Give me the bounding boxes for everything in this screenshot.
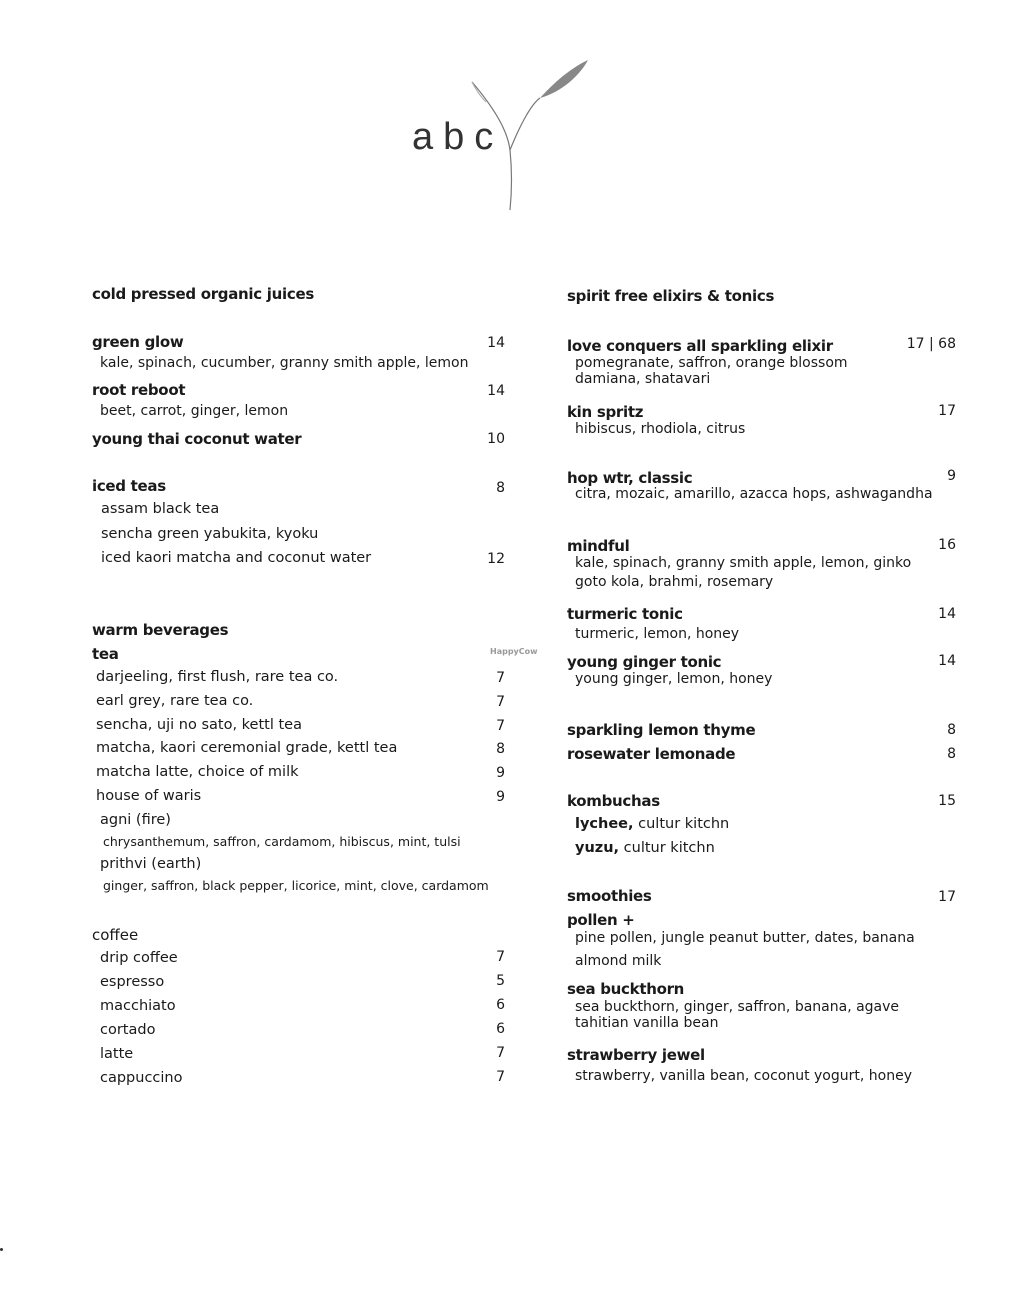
menu-item-price: 7 — [496, 694, 505, 710]
menu-item-desc: tahitian vanilla bean — [575, 1015, 719, 1031]
menu-item-name: strawberry jewel — [567, 1046, 705, 1064]
kombuchas-heading: kombuchas — [567, 792, 660, 810]
menu-item-name: sencha green yabukita, kyoku — [101, 526, 319, 542]
menu-item-desc: beet, carrot, ginger, lemon — [100, 403, 289, 419]
menu-item-desc: kale, spinach, cucumber, granny smith apple, lemon — [100, 355, 469, 371]
menu-item-price: 14 — [938, 606, 956, 622]
menu-item-price: 8 — [496, 741, 505, 757]
menu-item-name: matcha, kaori ceremonial grade, kettl tea — [96, 740, 398, 756]
menu-item-name: matcha latte, choice of milk — [96, 764, 299, 780]
smoothies-price: 17 — [938, 889, 956, 905]
menu-item-name: sencha, uji no sato, kettl tea — [96, 717, 302, 733]
menu-item-desc: pine pollen, jungle peanut butter, dates, banana — [575, 930, 915, 946]
menu-item-price: 14 — [487, 383, 505, 399]
blend-name: prithvi (earth) — [100, 856, 202, 872]
menu-item-price: 5 — [496, 973, 505, 989]
menu-item-desc: citra, mozaic, amarillo, azacca hops, ashwagandha — [575, 486, 933, 502]
menu-item-name: iced kaori matcha and coconut water — [101, 550, 372, 566]
menu-item-desc: kale, spinach, granny smith apple, lemon, ginko — [575, 555, 912, 571]
menu-item-price: 8 — [947, 746, 956, 762]
menu-item-name: espresso — [100, 974, 165, 990]
menu-item-name: turmeric tonic — [567, 605, 683, 623]
menu-item-name: macchiato — [100, 998, 176, 1014]
menu-item-name: earl grey, rare tea co. — [96, 693, 254, 709]
menu-item-price: 17 — [938, 403, 956, 419]
kombucha-item — [575, 816, 729, 832]
kombucha-maker: cultur kitchn — [619, 840, 715, 856]
warm-beverages-heading: warm beverages — [92, 621, 229, 639]
menu-item-price: 9 — [496, 789, 505, 805]
menu-item-name: sea buckthorn — [567, 980, 685, 998]
menu-item-desc: goto kola, brahmi, rosemary — [575, 574, 774, 590]
menu-item-name: sparkling lemon thyme — [567, 721, 756, 739]
iced-teas-heading: iced teas — [92, 477, 166, 495]
blend-desc: chrysanthemum, saffron, cardamom, hibiscus, mint, tulsi — [103, 834, 461, 849]
blend-desc: ginger, saffron, black pepper, licorice, mint, clove, cardamom — [103, 878, 489, 893]
menu-item-price: 6 — [496, 1021, 505, 1037]
blend-name: agni (fire) — [100, 812, 171, 828]
menu-item-name: darjeeling, first flush, rare tea co. — [96, 669, 339, 685]
menu-item-price: 14 — [938, 653, 956, 669]
menu-item-name: pollen + — [567, 911, 635, 929]
coffee-heading: coffee — [92, 926, 139, 944]
menu-item-price: 7 — [496, 670, 505, 686]
menu-item-name: rosewater lemonade — [567, 745, 736, 763]
menu-item-price: 12 — [487, 551, 505, 567]
kombucha-flavor: lychee, — [575, 816, 634, 832]
menu-item-price: 14 — [487, 335, 505, 351]
menu-item-desc: young ginger, lemon, honey — [575, 671, 773, 687]
menu-item-desc: strawberry, vanilla bean, coconut yogurt, honey — [575, 1068, 912, 1084]
menu-item-name: kin spritz — [567, 403, 644, 421]
kombuchas-price: 15 — [938, 793, 956, 809]
menu-item-name: drip coffee — [100, 950, 178, 966]
menu-item-desc: sea buckthorn, ginger, saffron, banana, agave — [575, 999, 900, 1015]
menu-item-price: 8 — [947, 722, 956, 738]
menu-item-name: love conquers all sparkling elixir — [567, 337, 833, 355]
menu-item-name: mindful — [567, 537, 630, 555]
sprout-leaf-icon — [400, 50, 600, 220]
kombucha-flavor: yuzu, — [575, 840, 620, 856]
logo-text: abc — [412, 116, 504, 158]
menu-item-price: 17 | 68 — [906, 336, 956, 352]
scan-speck — [0, 1248, 3, 1251]
iced-teas-price: 8 — [496, 480, 505, 496]
menu-item-price: 7 — [496, 949, 505, 965]
menu-item-name: cortado — [100, 1022, 156, 1038]
kombucha-maker: cultur kitchn — [633, 816, 730, 832]
menu-item-name: latte — [100, 1046, 134, 1062]
tea-subheading: tea — [92, 645, 119, 663]
menu-item-name: young thai coconut water — [92, 430, 302, 448]
menu-item-price: 16 — [938, 537, 956, 553]
menu-item-price: 10 — [487, 431, 505, 447]
menu-item-desc: pomegranate, saffron, orange blossom — [575, 355, 848, 371]
menu-item-price: 7 — [496, 1045, 505, 1061]
menu-item-name: root reboot — [92, 381, 186, 399]
menu-item-name: young ginger tonic — [567, 653, 722, 671]
menu-item-name: house of waris — [96, 788, 202, 804]
menu-item-name: assam black tea — [101, 501, 220, 517]
juices-heading: cold pressed organic juices — [92, 285, 314, 303]
menu-item-name: cappuccino — [100, 1070, 183, 1086]
menu-item-price: 9 — [496, 765, 505, 781]
smoothies-heading: smoothies — [567, 887, 652, 905]
menu-item-price: 9 — [947, 468, 956, 484]
menu-item-desc: damiana, shatavari — [575, 371, 711, 387]
menu-item-price: 6 — [496, 997, 505, 1013]
menu-item-desc: almond milk — [575, 953, 662, 969]
menu-item-desc: turmeric, lemon, honey — [575, 626, 740, 642]
happycow-watermark: HappyCow — [490, 647, 538, 656]
menu-item-name: green glow — [92, 333, 184, 351]
elixirs-heading: spirit free elixirs & tonics — [567, 287, 775, 305]
menu-item-price: 7 — [496, 718, 505, 734]
logo — [400, 50, 600, 220]
menu-item-name: hop wtr, classic — [567, 469, 693, 487]
menu-item-desc: hibiscus, rhodiola, citrus — [575, 421, 746, 437]
menu-item-price: 7 — [496, 1069, 505, 1085]
kombucha-item — [575, 840, 715, 856]
